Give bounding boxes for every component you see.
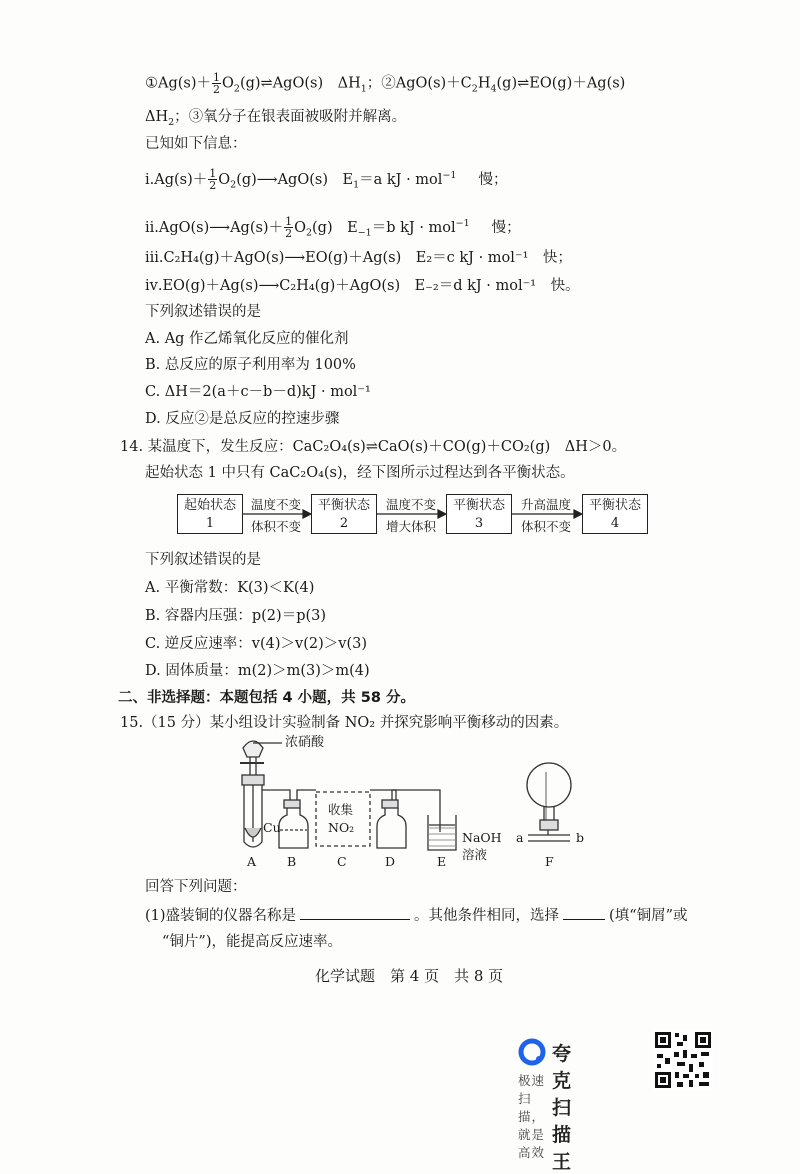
quark-logo-icon bbox=[518, 1038, 546, 1066]
fraction-half: $\frac{1}{2}$ bbox=[285, 215, 293, 241]
qr-code-icon bbox=[653, 1030, 713, 1090]
label-cu: Cu bbox=[263, 820, 281, 835]
arrow-2-top: 温度不变 bbox=[385, 497, 436, 512]
q13-info-iii: ⅲ.C₂H₄(g)＋AgO(s)⟶EO(g)＋Ag(s) E₂＝c kJ · mol⁻¹ 快； bbox=[145, 250, 572, 266]
label-no2: NO₂ bbox=[328, 820, 355, 835]
q14-stem: 14. 某温度下，发生反应：CaC₂O₄(s)⇌CaO(s)＋CO(g)＋CO₂(g) ΔH＞0。 bbox=[120, 439, 627, 455]
q14-option-d: D. 固体质量：m(2)＞m(3)＞m(4) bbox=[145, 663, 370, 679]
arrow-2-bottom: 增大体积 bbox=[385, 519, 436, 534]
label-collect: 收集 bbox=[328, 802, 354, 817]
label-port-b: b bbox=[576, 830, 585, 845]
q13-info-iv: ⅳ.EO(g)＋Ag(s)⟶C₂H₄(g)＋AgO(s) E₋₂＝d kJ · mol⁻¹ 快。 bbox=[145, 278, 580, 294]
flow-box-number: 3 bbox=[474, 516, 484, 531]
label-letter-c: C bbox=[337, 854, 347, 869]
q15-sub1-part-a: (1)盛装铜的仪器名称是 bbox=[145, 908, 297, 924]
label-letter-e: E bbox=[437, 854, 447, 869]
beaker-e bbox=[428, 815, 456, 850]
label-letter-b: B bbox=[287, 854, 297, 869]
flow-box-number: 1 bbox=[205, 516, 215, 531]
fraction-half: $\frac{1}{2}$ bbox=[213, 71, 221, 96]
answer-blank-2[interactable] bbox=[563, 905, 605, 920]
bottle-d bbox=[377, 808, 406, 848]
label-letter-a: A bbox=[247, 854, 257, 869]
label-letter-f: F bbox=[545, 854, 554, 869]
q14-prompt: 下列叙述错误的是 bbox=[145, 552, 261, 568]
q13-option-c: C. ΔH＝2(a＋c－b－d)kJ · mol⁻¹ bbox=[145, 384, 371, 400]
flow-box-label: 平衡状态 bbox=[317, 498, 370, 513]
flow-box-label: 起始状态 bbox=[183, 498, 236, 513]
q14-stem-2: 起始状态 1 中只有 CaC₂O₄(s)，经下图所示过程达到各平衡状态。 bbox=[145, 465, 575, 481]
label-port-a: a bbox=[516, 830, 524, 845]
q15-stem: 15.（15 分）某小组设计实验制备 NO₂ 并探究影响平衡移动的因素。 bbox=[120, 715, 569, 731]
fraction-half: $\frac{1}{2}$ bbox=[209, 167, 217, 193]
label-letter-d: D bbox=[385, 854, 396, 869]
q13-option-d: D. 反应②是总反应的控速步骤 bbox=[145, 411, 340, 427]
flow-box-number: 2 bbox=[339, 516, 349, 531]
q13-reaction-line: ①Ag(s)＋ $\frac{1}{2}$ $O_2(g)\rightleftharpoons AgO(s)$ $\Delta H_1$；$②AgO(s)+C_2H_4(g)\rightleftharpoons EO(g)+Ag(s)$ bbox=[145, 71, 626, 96]
bottle-b bbox=[279, 808, 308, 848]
q13-option-b: B. 总反应的原子利用率为 100% bbox=[145, 357, 356, 373]
q13-option-a: A. Ag 作乙烯氧化反应的催化剂 bbox=[145, 331, 349, 347]
watermark-name: 夸克扫描王 bbox=[552, 1043, 572, 1173]
q15-answer-intro: 回答下列问题： bbox=[145, 879, 247, 895]
q13-known-info: 已知如下信息： bbox=[145, 136, 247, 152]
page-footer: 化学试题 第 4 页 共 8 页 bbox=[315, 967, 504, 985]
q13-info-i: ⅰ.Ag(s)＋ $\frac{1}{2}$ $O_2(g)⟶AgO(s)$ $E_1=a$ kJ · mol$^{-1}$ 慢； bbox=[145, 167, 508, 193]
q15-sub1-part-c: (填“铜屑”或 bbox=[609, 908, 688, 924]
q13-prompt: 下列叙述错误的是 bbox=[145, 304, 261, 320]
q14-option-c: C. 逆反应速率：v(4)＞v(2)＞v(3) bbox=[145, 636, 367, 652]
arrow-3-bottom: 体积不变 bbox=[520, 519, 571, 534]
flask-f bbox=[527, 763, 571, 807]
q15-sub1 bbox=[145, 905, 688, 926]
label-acid: 浓硝酸 bbox=[285, 735, 325, 750]
q13-step3-line: $\Delta H_2$；③氧分子在银表面被吸附并解离。 bbox=[145, 109, 407, 128]
q13-info-ii: ⅱ.AgO(s)⟶Ag(s)＋ $\frac{1}{2}$ $O_2(g)$ $E_{-1}=b$ kJ · mol$^{-1}$ 慢； bbox=[145, 215, 521, 241]
q15-sub1-line2: “铜片”)，能提高反应速率。 bbox=[162, 934, 342, 950]
stopper-a bbox=[242, 775, 264, 785]
flow-box-number: 4 bbox=[610, 516, 620, 531]
q14-option-a: A. 平衡常数：K(3)＜K(4) bbox=[145, 580, 315, 596]
flow-box-label: 平衡状态 bbox=[452, 498, 505, 513]
arrow-3-top: 升高温度 bbox=[520, 497, 571, 512]
watermark-slogan: 极速扫描，就是高效 bbox=[518, 1073, 546, 1160]
answer-blank-1[interactable] bbox=[300, 905, 410, 920]
flow-box-label: 平衡状态 bbox=[588, 498, 641, 513]
section-heading: 二、非选择题：本题包括 4 小题，共 58 分。 bbox=[118, 690, 415, 706]
label-solution: 溶液 bbox=[462, 847, 488, 862]
label-naoh: NaOH bbox=[462, 830, 502, 845]
arrow-1-bottom: 体积不变 bbox=[250, 519, 301, 534]
q15-sub1-part-b: 。其他条件相同，选择 bbox=[414, 908, 560, 924]
q14-option-b: B. 容器内压强：p(2)＝p(3) bbox=[145, 608, 327, 624]
arrow-1-top: 温度不变 bbox=[250, 497, 301, 512]
